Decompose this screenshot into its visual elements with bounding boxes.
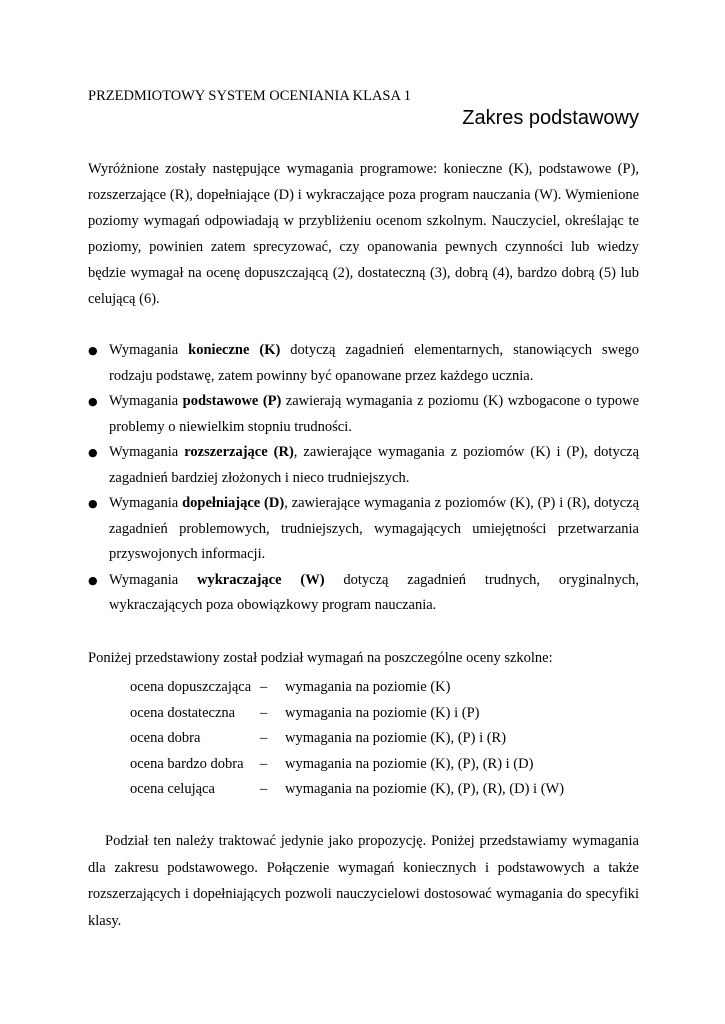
grade-dash: – [260,679,268,695]
requirement-lead: Wymagania [109,342,179,358]
requirement-lead: Wymagania [109,571,179,588]
grade-requirement: wymagania na poziomie (K) i (P) [285,704,480,721]
grade-requirement: wymagania na poziomie (K), (P), (R) i (D) [285,755,534,772]
bullet-icon: ● [88,497,98,510]
requirement-text: , zawierające wymagania z poziomów (K) i (P), dotyczą zagadnień bardziej złożonych i nieco trudniejszych. [109,444,640,486]
bullet-icon: ● [88,395,98,408]
grade-name: ocena dostateczna [130,704,236,721]
outro-paragraph: Podział ten należy traktować jedynie jako propozycję. Poniżej przedstawiamy wymagania dla zakresu podstawowego. Połączenie wymagań koniecznych i podstawowych a także rozszerzających i dopełniających pozwoli nauczycielowi dostosować wymagania do specyfiki klasy. [88,833,639,929]
grade-row [130,726,564,752]
intro-paragraph: Wyróżnione zostały następujące wymagania programowe: konieczne (K), podstawowe (P), rozszerzające (R), dopełniające (D) i wykraczające poza program nauczania (W). Wymienione poziomy wymagań odpowiadają w przybliżeniu ocenom szkolnym. Nauczyciel, określając te poziomy, powinien zatem sprecyzować, czy opanowania pewnych czynności lub wiedzy będzie wymagał na ocenę dopuszczającą (2), dostateczną (3), dobrą (4), bardzo dobrą (5) lub celującą (6). [88,161,639,307]
requirement-item-rozszerzajace [88,440,639,491]
grade-requirement: wymagania na poziomie (K), (P), (R), (D) i (W) [285,781,565,797]
bullet-icon: ● [88,573,98,587]
requirement-item-podstawowe [88,389,639,440]
grade-dash: – [260,755,268,772]
document-subtitle: Zakres podstawowy [462,107,639,129]
bullet-icon: ● [88,344,98,357]
grade-name: ocena celująca [130,781,215,797]
requirement-lead: Wymagania [109,444,179,460]
grade-name: ocena dobra [130,730,201,746]
requirement-term: wykraczające (W) [197,571,325,588]
grade-dash: – [260,704,268,721]
requirement-lead: Wymagania [109,495,179,511]
grade-row [130,701,564,727]
requirement-item-dopelniajace [88,491,639,568]
grade-dash: – [260,730,268,746]
requirement-term: podstawowe (P) [182,393,282,409]
requirement-text: dotyczą zagadnień trudnych, oryginalnych, wykraczających poza obowiązkowy program nauczania. [109,571,640,613]
requirement-text: dotyczą zagadnień elementarnych, stanowiących swego rodzaju podstawę, zatem powinny być opanowane przez każdego ucznia. [109,342,640,384]
requirement-item-wykraczajace [88,568,639,619]
grade-row [130,777,564,803]
document-title: PRZEDMIOTOWY SYSTEM OCENIANIA KLASA 1 [88,88,412,104]
grade-row [130,752,564,778]
requirement-text: , zawierające wymagania z poziomów (K), (P) i (R), dotyczą zagadnień problemowych, trudniejszych, wymagających umiejętności przetwarzania przyswojonych informacji. [109,495,640,562]
grade-requirement: wymagania na poziomie (K), (P) i (R) [285,730,507,746]
requirement-term: rozszerzające (R) [184,444,294,460]
requirement-term: dopełniające (D) [182,495,285,511]
grades-table [130,675,564,803]
requirement-term: konieczne (K) [188,342,281,358]
grade-name: ocena dopuszczająca [130,679,252,695]
requirement-item-konieczne [88,338,639,389]
requirement-text: zawierają wymagania z poziomu (K) wzbogacone o typowe problemy o niewielkim stopniu trudności. [109,393,640,435]
bullet-icon: ● [88,446,98,459]
grade-row [130,675,564,701]
requirement-lead: Wymagania [109,393,179,409]
grade-dash: – [260,781,268,797]
grade-requirement: wymagania na poziomie (K) [285,679,451,695]
grade-name: ocena bardzo dobra [130,755,244,772]
requirements-list [88,338,639,619]
division-intro: Poniżej przedstawiony został podział wymagań na poszczególne oceny szkolne: [88,650,553,666]
